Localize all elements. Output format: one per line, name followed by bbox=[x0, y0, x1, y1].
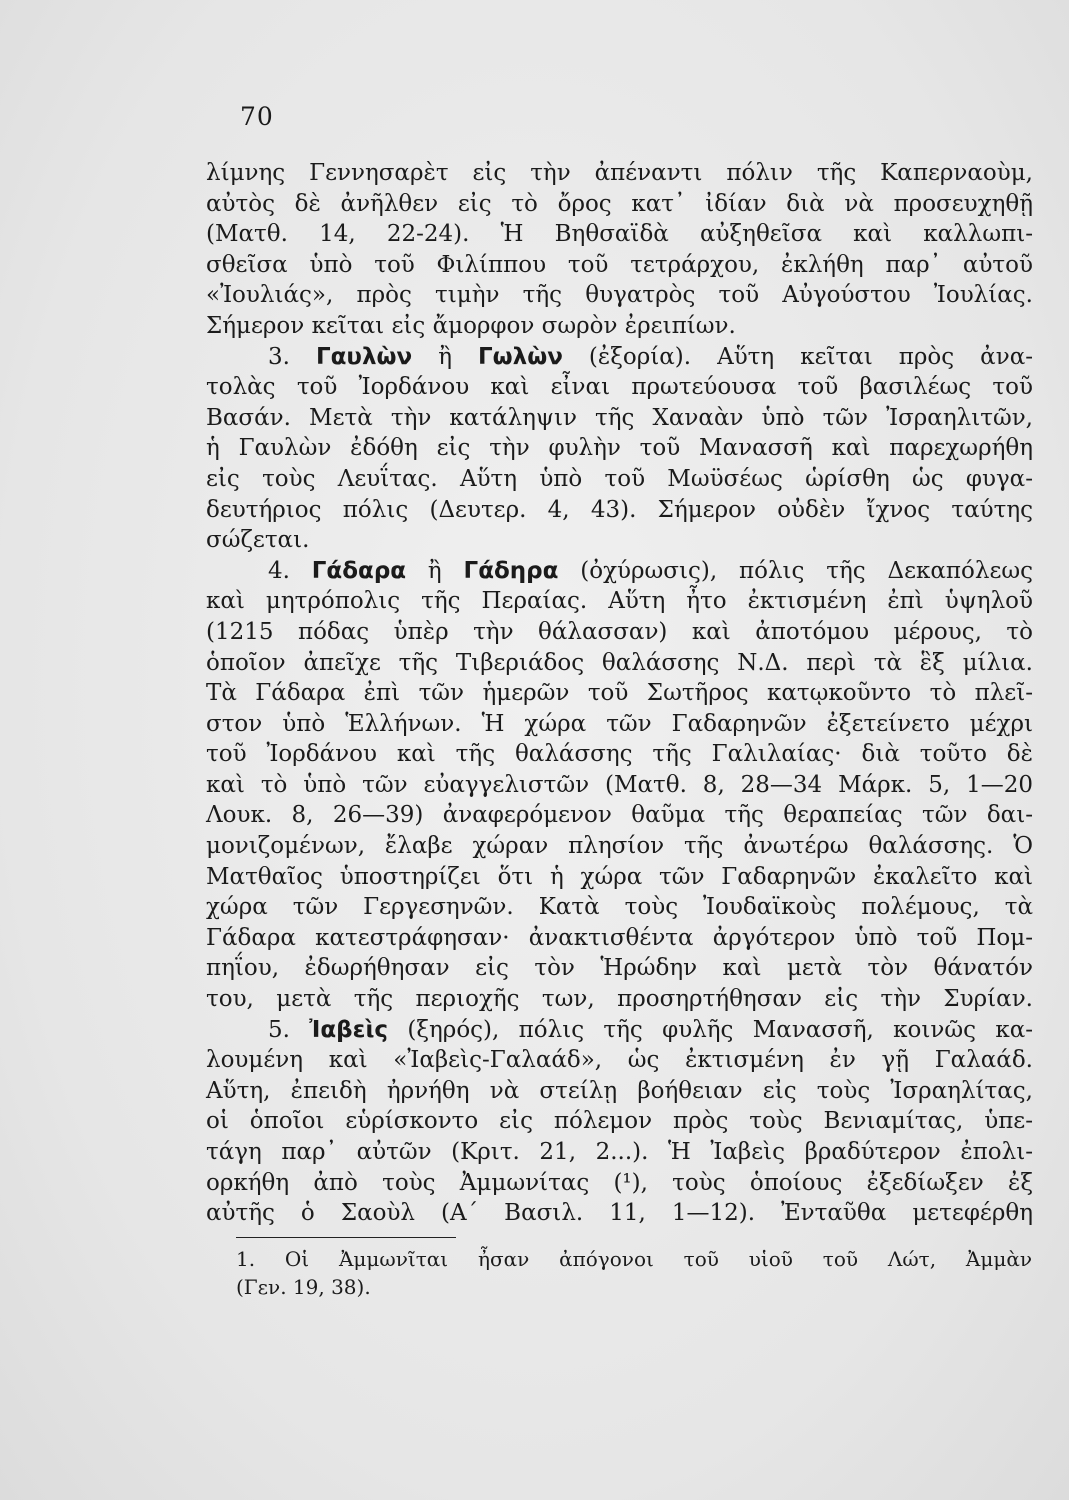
text-line bbox=[206, 556, 1033, 587]
line-text: Ματθαῖος ὑποστηρίζει ὅτι ἡ χώρα τῶν Γαδαρηνῶν ἐκαλεῖτο καὶ bbox=[206, 863, 1033, 890]
line-text: Τὰ Γάδαρα ἐπὶ τῶν ἡμερῶν τοῦ Σωτῆρος κατῳκοῦντο τὸ πλεῖ- bbox=[206, 680, 1033, 707]
line-text: πηΐου, ἐδωρήθησαν εἰς τὸν Ἡρώδην καὶ μετὰ τὸν θάνατόν bbox=[206, 955, 1033, 982]
footnote-line bbox=[236, 1273, 1032, 1301]
line-text: αὐτῆς ὁ Σαοὺλ (Α΄ Βασιλ. 11, 1—12). Ἐνταῦθα μετεφέρθη bbox=[206, 1200, 1033, 1227]
text-line bbox=[206, 158, 1033, 189]
text-line bbox=[206, 1076, 1033, 1107]
line-text: (Γεν. 19, 38). bbox=[236, 1275, 371, 1299]
item-number: 5. bbox=[268, 1016, 310, 1043]
text-line bbox=[206, 923, 1033, 954]
text-line bbox=[206, 1137, 1033, 1168]
text-line bbox=[206, 372, 1033, 403]
line-text: λουμένη καὶ «Ἰαβεὶς-Γαλαάδ», ὡς ἐκτισμένη ἐν γῇ Γαλαάδ. bbox=[206, 1047, 1033, 1074]
text-line bbox=[206, 433, 1033, 464]
text-line bbox=[206, 709, 1033, 740]
text-line bbox=[206, 953, 1033, 984]
conjunction: ἢ bbox=[406, 557, 464, 584]
text-line bbox=[206, 770, 1033, 801]
line-text: (ὀχύρωσις), πόλις τῆς Δεκαπόλεως bbox=[558, 557, 1033, 584]
text-line bbox=[206, 311, 1033, 342]
text-line bbox=[206, 342, 1033, 373]
text-line bbox=[206, 1106, 1033, 1137]
text-line bbox=[206, 586, 1033, 617]
line-text: ὁποῖον ἀπεῖχε τῆς Τιβεριάδος θαλάσσης Ν.Δ. περὶ τὰ ἓξ μίλια. bbox=[206, 649, 1033, 676]
line-text: Λουκ. 8, 26—39) ἀναφερόμενον θαῦμα τῆς θεραπείας τῶν δαι- bbox=[206, 802, 1033, 829]
place-name-alt: Γάδηρα bbox=[463, 557, 559, 584]
text-line bbox=[206, 495, 1033, 526]
line-text: του, μετὰ τῆς περιοχῆς των, προσηρτήθησαν εἰς τὴν Συρίαν. bbox=[206, 986, 1033, 1013]
item-number: 4. bbox=[268, 557, 312, 584]
line-text: 1. Οἱ Ἀμμωνῖται ἦσαν ἀπόγονοι τοῦ υἱοῦ τοῦ Λώτ, Ἀμμὰν bbox=[236, 1247, 1032, 1271]
text-line bbox=[206, 403, 1033, 434]
line-text: σθεῖσα ὑπὸ τοῦ Φιλίππου τοῦ τετράρχου, ἐκλήθη παρ᾿ αὐτοῦ bbox=[206, 251, 1033, 278]
line-text: οἱ ὁποῖοι εὑρίσκοντο εἰς πόλεμον πρὸς τοὺς Βενιαμίτας, ὑπε- bbox=[206, 1108, 1033, 1135]
text-line bbox=[206, 525, 1033, 556]
text-line bbox=[206, 648, 1033, 679]
footnote-line bbox=[236, 1245, 1032, 1273]
text-line bbox=[206, 1015, 1033, 1046]
footnote-divider bbox=[236, 1237, 456, 1238]
place-name: Γαυλὼν bbox=[315, 343, 413, 370]
text-line bbox=[206, 739, 1033, 770]
line-text: μονιζομένων, ἔλαβε χώραν πλησίον τῆς ἀνωτέρω θαλάσσης. Ὁ bbox=[206, 833, 1033, 860]
line-text: ορκήθη ἀπὸ τοὺς Ἀμμωνίτας (¹), τοὺς ὁποίους ἐξεδίωξεν ἐξ bbox=[206, 1169, 1033, 1196]
text-line bbox=[206, 189, 1033, 220]
line-text: Σήμερον κεῖται εἰς ἄμορφον σωρὸν ἐρειπίων. bbox=[206, 312, 736, 339]
text-line bbox=[206, 617, 1033, 648]
line-text: ἡ Γαυλὼν ἐδόθη εἰς τὴν φυλὴν τοῦ Μανασσῆ καὶ παρεχωρήθη bbox=[206, 435, 1033, 462]
line-text: στον ὑπὸ Ἑλλήνων. Ἡ χώρα τῶν Γαδαρηνῶν ἐξετείνετο μέχρι bbox=[206, 710, 1033, 737]
text-line bbox=[206, 800, 1033, 831]
line-text: (Ματθ. 14, 22-24). Ἡ Βηθσαϊδὰ αὐξηθεῖσα καὶ καλλωπι- bbox=[206, 221, 1033, 248]
text-line bbox=[206, 250, 1033, 281]
text-line bbox=[206, 219, 1033, 250]
line-text: αὐτὸς δὲ ἀνῆλθεν εἰς τὸ ὄρος κατ᾿ ἰδίαν διὰ νὰ προσευχηθῇ bbox=[206, 190, 1033, 217]
text-line bbox=[206, 464, 1033, 495]
page-number: 70 bbox=[240, 102, 274, 131]
line-text: (ἐξορία). Αὕτη κεῖται πρὸς ἀνα- bbox=[562, 343, 1033, 370]
line-text: εἰς τοὺς Λευΐτας. Αὕτη ὑπὸ τοῦ Μωϋσέως ὡρίσθη ὡς φυγα- bbox=[206, 465, 1033, 492]
text-line bbox=[206, 1045, 1033, 1076]
line-text: χώρα τῶν Γεργεσηνῶν. Κατὰ τοὺς Ἰουδαϊκοὺς πολέμους, τὰ bbox=[206, 894, 1033, 921]
line-text: τοῦ Ἰορδάνου καὶ τῆς θαλάσσης τῆς Γαλιλαίας· διὰ τοῦτο δὲ bbox=[206, 741, 1033, 768]
conjunction: ἢ bbox=[412, 343, 478, 370]
line-text: (ξηρός), πόλις τῆς φυλῆς Μανασσῆ, κοινῶς κα- bbox=[388, 1016, 1033, 1043]
line-text: καὶ μητρόπολις τῆς Περαίας. Αὕτη ἦτο ἐκτισμένη ἐπὶ ὑψηλοῦ bbox=[206, 588, 1033, 615]
line-text: Βασάν. Μετὰ τὴν κατάληψιν τῆς Χαναὰν ὑπὸ τῶν Ἰσραηλιτῶν, bbox=[206, 404, 1033, 431]
text-line bbox=[206, 1198, 1033, 1229]
text-line bbox=[206, 984, 1033, 1015]
text-line bbox=[206, 280, 1033, 311]
line-text: (1215 πόδας ὑπὲρ τὴν θάλασσαν) καὶ ἀποτόμου μέρους, τὸ bbox=[206, 618, 1033, 645]
line-text: τολὰς τοῦ Ἰορδάνου καὶ εἶναι πρωτεύουσα τοῦ βασιλέως τοῦ bbox=[206, 374, 1033, 401]
text-line bbox=[206, 892, 1033, 923]
body-text bbox=[206, 158, 1033, 1229]
item-number: 3. bbox=[268, 343, 316, 370]
place-name: Γάδαρα bbox=[311, 557, 407, 584]
line-text: δευτήριος πόλις (Δευτερ. 4, 43). Σήμερον οὐδὲν ἴχνος ταύτης bbox=[206, 496, 1033, 523]
footnote bbox=[236, 1245, 1032, 1301]
place-name-alt: Γωλὼν bbox=[478, 343, 563, 370]
line-text: καὶ τὸ ὑπὸ τῶν εὐαγγελιστῶν (Ματθ. 8, 28—34 Μάρκ. 5, 1—20 bbox=[206, 771, 1033, 798]
text-line bbox=[206, 831, 1033, 862]
line-text: τάγη παρ᾿ αὐτῶν (Κριτ. 21, 2...). Ἡ Ἰαβεὶς βραδύτερον ἐπολι- bbox=[206, 1139, 1033, 1165]
place-name: Ἰαβεὶς bbox=[309, 1016, 389, 1043]
text-line bbox=[206, 862, 1033, 893]
line-text: Γάδαρα κατεστράφησαν· ἀνακτισθέντα ἀργότερον ὑπὸ τοῦ Πομ- bbox=[206, 924, 1033, 951]
line-text: Αὕτη, ἐπειδὴ ἠρνήθη νὰ στείλῃ βοήθειαν εἰς τοὺς Ἰσραηλίτας, bbox=[206, 1077, 1033, 1104]
text-line bbox=[206, 678, 1033, 709]
line-text: σώζεται. bbox=[206, 527, 310, 554]
line-text: λίμνης Γεννησαρὲτ εἰς τὴν ἀπέναντι πόλιν τῆς Καπερναοὺμ, bbox=[206, 160, 1033, 186]
line-text: «Ἰουλιάς», πρὸς τιμὴν τῆς θυγατρὸς τοῦ Αὐγούστου Ἰουλίας. bbox=[206, 282, 1033, 309]
text-line bbox=[206, 1168, 1033, 1199]
